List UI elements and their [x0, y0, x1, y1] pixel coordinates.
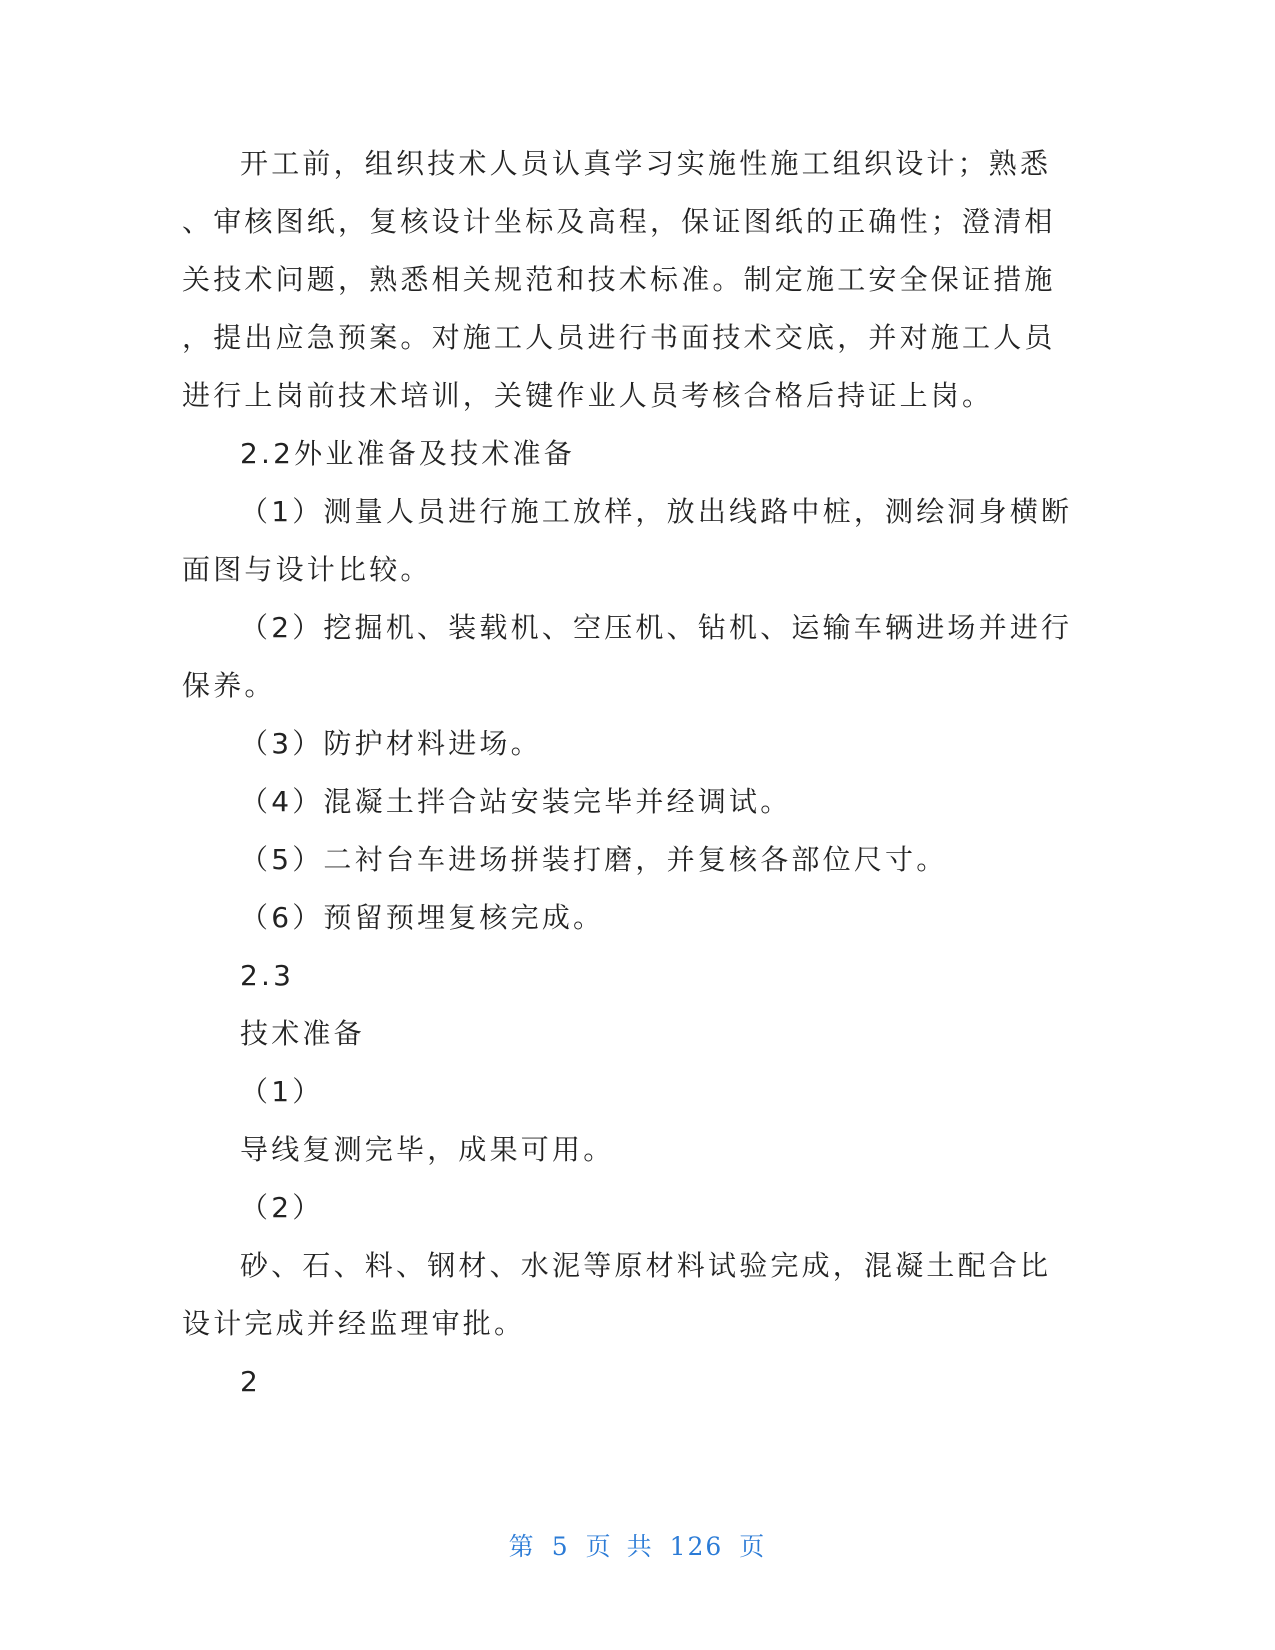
list-marker: （1）	[240, 1075, 324, 1108]
paragraph-line: 设计完成并经监理审批。	[182, 1307, 526, 1340]
list-item: （3）防护材料进场。	[240, 727, 542, 760]
footer-total-word: 共	[626, 1532, 654, 1561]
paragraph-line: 进行上岗前技术培训，关键作业人员考核合格后持证上岗。	[182, 379, 994, 412]
list-item: （1）测量人员进行施工放样，放出线路中桩，测绘洞身横断	[240, 495, 1073, 528]
paragraph-line: ，提出应急预案。对施工人员进行书面技术交底，并对施工人员	[182, 321, 1056, 354]
paragraph-line: 面图与设计比较。	[182, 553, 432, 586]
paragraph-line: 开工前，组织技术人员认真学习实施性施工组织设计；熟悉	[240, 147, 1052, 180]
current-page-number: 5	[551, 1532, 570, 1561]
paragraph-line: 、审核图纸，复核设计坐标及高程，保证图纸的正确性；澄清相	[182, 205, 1056, 238]
list-item: （2）挖掘机、装载机、空压机、钻机、运输车辆进场并进行	[240, 611, 1073, 644]
list-item: （4）混凝土拌合站安装完毕并经调试。	[240, 785, 792, 818]
paragraph-line: 保养。	[182, 669, 276, 702]
page-footer	[0, 1532, 1275, 1562]
section-heading: 2.2外业准备及技术准备	[240, 437, 575, 470]
list-item: 导线复测完毕，成果可用。	[240, 1133, 615, 1166]
footer-suffix: 页	[739, 1532, 767, 1561]
footer-prefix: 第	[508, 1532, 536, 1561]
list-marker: （2）	[240, 1191, 324, 1224]
total-page-count: 126	[669, 1532, 724, 1561]
section-number: 2.3	[240, 959, 295, 992]
list-item: （5）二衬台车进场拼装打磨，并复核各部位尺寸。	[240, 843, 948, 876]
paragraph-line: 关技术问题，熟悉相关规范和技术标准。制定施工安全保证措施	[182, 263, 1056, 296]
footer-page-word: 页	[585, 1532, 613, 1561]
list-item: 砂、石、料、钢材、水泥等原材料试验完成，混凝土配合比	[240, 1249, 1052, 1282]
section-number: 2	[240, 1365, 262, 1398]
list-item: （6）预留预埋复核完成。	[240, 901, 605, 934]
section-heading: 技术准备	[240, 1017, 365, 1050]
